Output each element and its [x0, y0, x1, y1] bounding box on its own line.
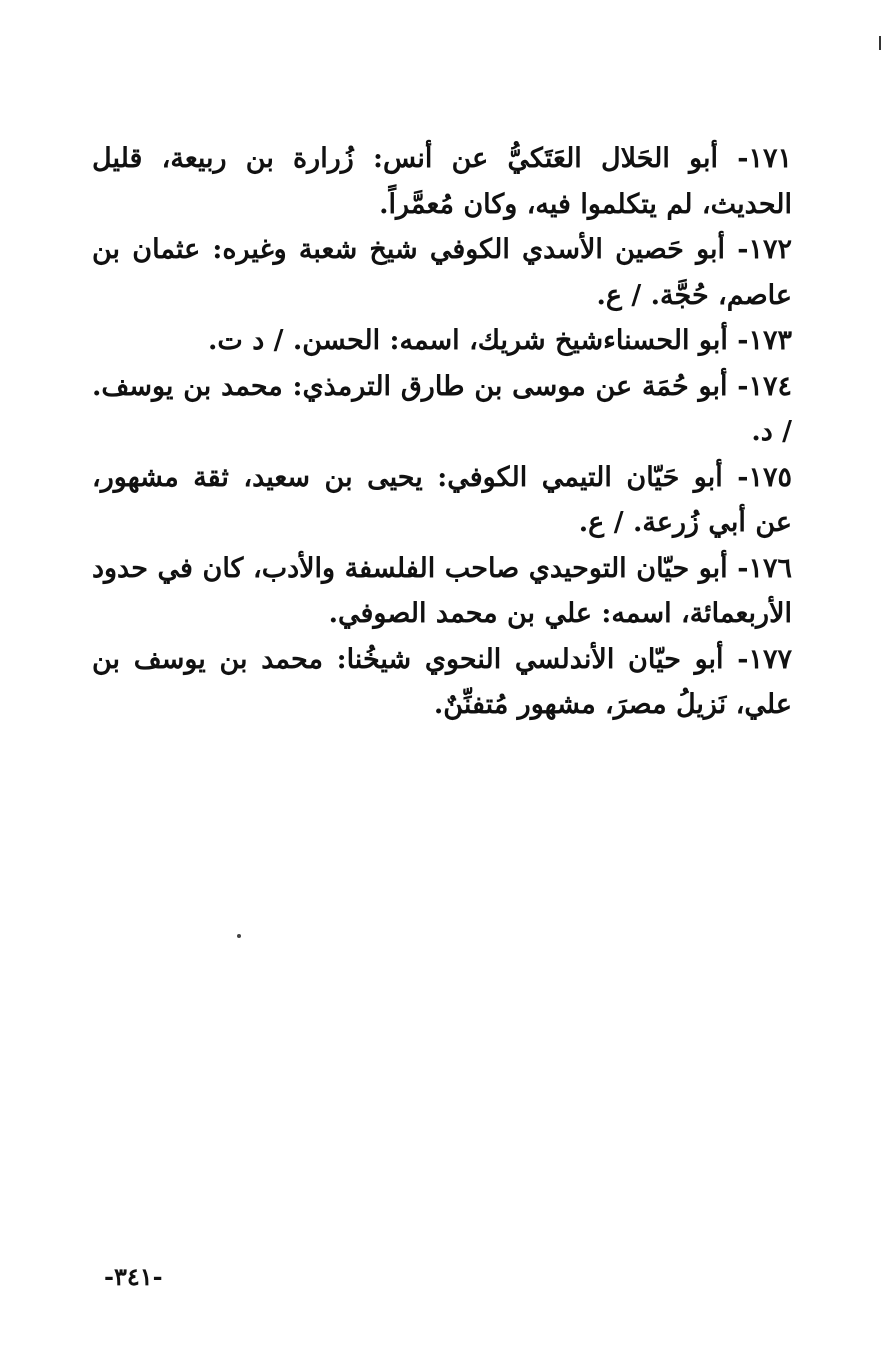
entry-text: أبو حيّان التوحيدي صاحب الفلسفة والأدب، كان في حدود الأربعمائة، اسمه: علي بن محمد الصوفي.: [92, 552, 792, 629]
entry-text: أبو حَيّان التيمي الكوفي: يحيى بن سعيد، ثقة مشهور، عن أبي زُرعة. / ع.: [92, 461, 792, 538]
entry-176: [92, 546, 792, 637]
entry-text: أبو حُمَة عن موسى بن طارق الترمذي: محمد بن يوسف. / د.: [92, 370, 792, 447]
entry-172: [92, 227, 792, 318]
margin-mark: [879, 36, 881, 50]
entry-number: ١٧٢-: [737, 234, 792, 265]
entry-text: أبو حَصين الأسدي الكوفي شيخ شعبة وغيره: عثمان بن عاصم، حُجَّة. / ع.: [92, 234, 792, 311]
entry-173: [92, 318, 792, 364]
entry-number: ١٧٣-: [737, 325, 792, 356]
entry-text: أبو الحسناءشيخ شريك، اسمه: الحسن. / د ت.: [208, 325, 728, 356]
entry-text: أبو حيّان الأندلسي النحوي شيخُنا: محمد بن يوسف بن علي، نَزيلُ مصرَ، مشهور مُتفنِّنٌ.: [92, 643, 792, 720]
ink-speck: [237, 934, 241, 938]
entry-number: ١٧٦-: [737, 552, 792, 584]
entry-number: ١٧٧-: [737, 643, 793, 675]
entry-number: ١٧٥-: [737, 461, 792, 493]
entry-175: [92, 455, 792, 546]
entries-list: [92, 136, 792, 728]
entry-number: ١٧٤-: [737, 370, 792, 402]
entry-text: أبو الحَلال العَتَكيُّ عن أنس: زُرارة بن ربيعة، قليل الحديث، لم يتكلموا فيه، وكان مُعمَّراً.: [92, 143, 792, 220]
page-number: -٣٤١-: [104, 1262, 163, 1291]
entry-171: [92, 136, 792, 227]
entry-174: [92, 364, 792, 455]
entry-number: ١٧١-: [737, 143, 793, 174]
entry-177: [92, 637, 792, 728]
